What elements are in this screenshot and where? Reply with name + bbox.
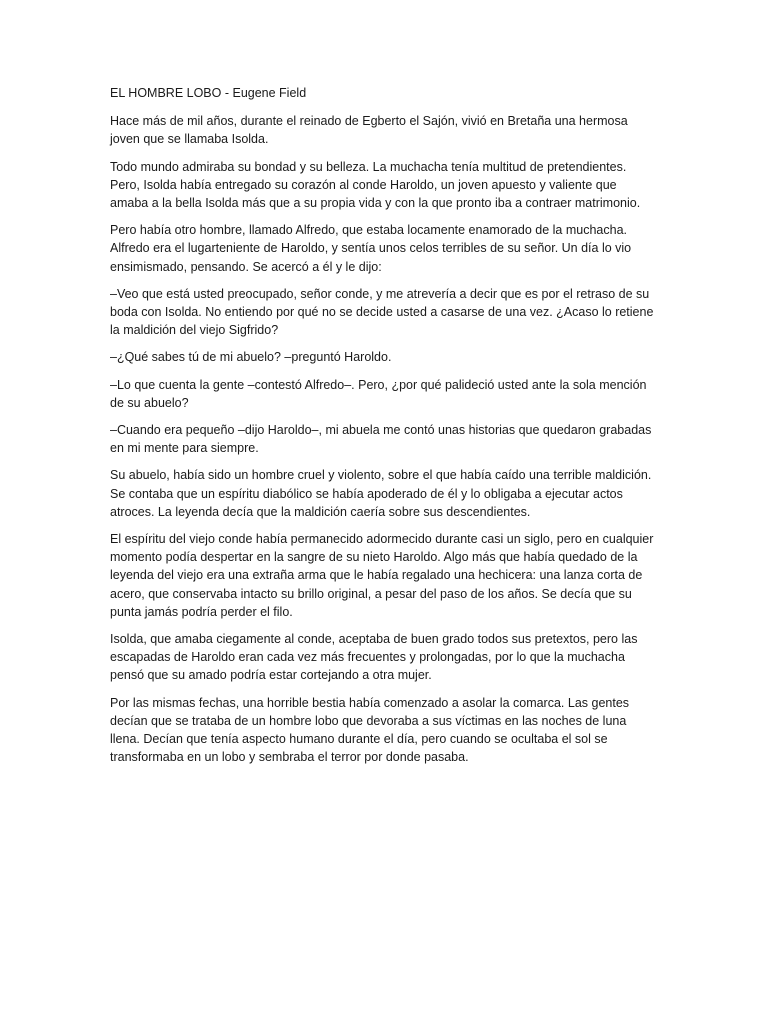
paragraph: Todo mundo admiraba su bondad y su belleza. La muchacha tenía multitud de pretendientes. Pero, Isolda había entregado su corazón al conde Haroldo, un joven apuesto y valiente que amaba a la bella Isolda más que a su propia vida y con la que pronto iba a contraer matrimonio. <box>110 159 641 211</box>
paragraph: Pero había otro hombre, llamado Alfredo, que estaba locamente enamorado de la muchacha. Alfredo era el lugarteniente de Haroldo, y sentía unos celos terribles de su señor. Un día lo vio ensimismado, pensando. Se acercó a él y le dijo: <box>110 223 632 274</box>
document-body <box>110 84 655 776</box>
paragraph: Isolda, que amaba ciegamente al conde, aceptaba de buen grado todos sus pretextos, pero las escapadas de Haroldo eran cada vez más frecuentes y prolongadas, por lo que la muchacha pensó que su amado podría estar cortejando a otra mujer. <box>110 632 638 683</box>
paragraph: Por las mismas fechas, una horrible bestia había comenzado a asolar la comarca. Las gentes decían que se trataba de un hombre lobo que devoraba a sus víctimas en las noches de luna llena. Decían que tenía aspecto humano durante el día, pero cuando se ocultaba el sol se transformaba en un lobo y sembraba el terror por donde pasaba. <box>110 695 630 765</box>
paragraph: Hace más de mil años, durante el reinado de Egberto el Sajón, vivió en Bretaña una hermosa joven que se llamaba Isolda. <box>110 114 628 147</box>
paragraph: –Lo que cuenta la gente –contestó Alfredo–. Pero, ¿por qué palideció usted ante la sola mención de su abuelo? <box>110 377 647 410</box>
document-title: EL HOMBRE LOBO - Eugene Field <box>110 86 307 100</box>
paragraph: –Cuando era pequeño –dijo Haroldo–, mi abuela me contó unas historias que quedaron grabadas en mi mente para siempre. <box>110 423 652 456</box>
paragraph: El espíritu del viejo conde había permanecido adormecido durante casi un siglo, pero en cualquier momento podía despertar en la sangre de su nieto Haroldo. Algo más que había quedado de la leyenda del viejo era una extraña arma que le había regalado una hechicera: una lanza corta de acero, que conservaba intacto su brillo original, a pesar del paso de los años. Se decía que su punta jamás podría perder el filo. <box>110 532 654 619</box>
paragraph: Su abuelo, había sido un hombre cruel y violento, sobre el que había caído una terrible maldición. Se contaba que un espíritu diabólico se había apoderado de él y lo obligaba a ejecutar actos atroces. La leyenda decía que la maldición caería sobre sus descendientes. <box>110 468 652 519</box>
paragraph: –¿Qué sabes tú de mi abuelo? –preguntó Haroldo. <box>110 350 392 365</box>
paragraph: –Veo que está usted preocupado, señor conde, y me atrevería a decir que es por el retraso de su boda con Isolda. No entiendo por qué no se decide usted a casarse de una vez. ¿Acaso lo retiene la maldición del viejo Sigfrido? <box>110 286 654 338</box>
